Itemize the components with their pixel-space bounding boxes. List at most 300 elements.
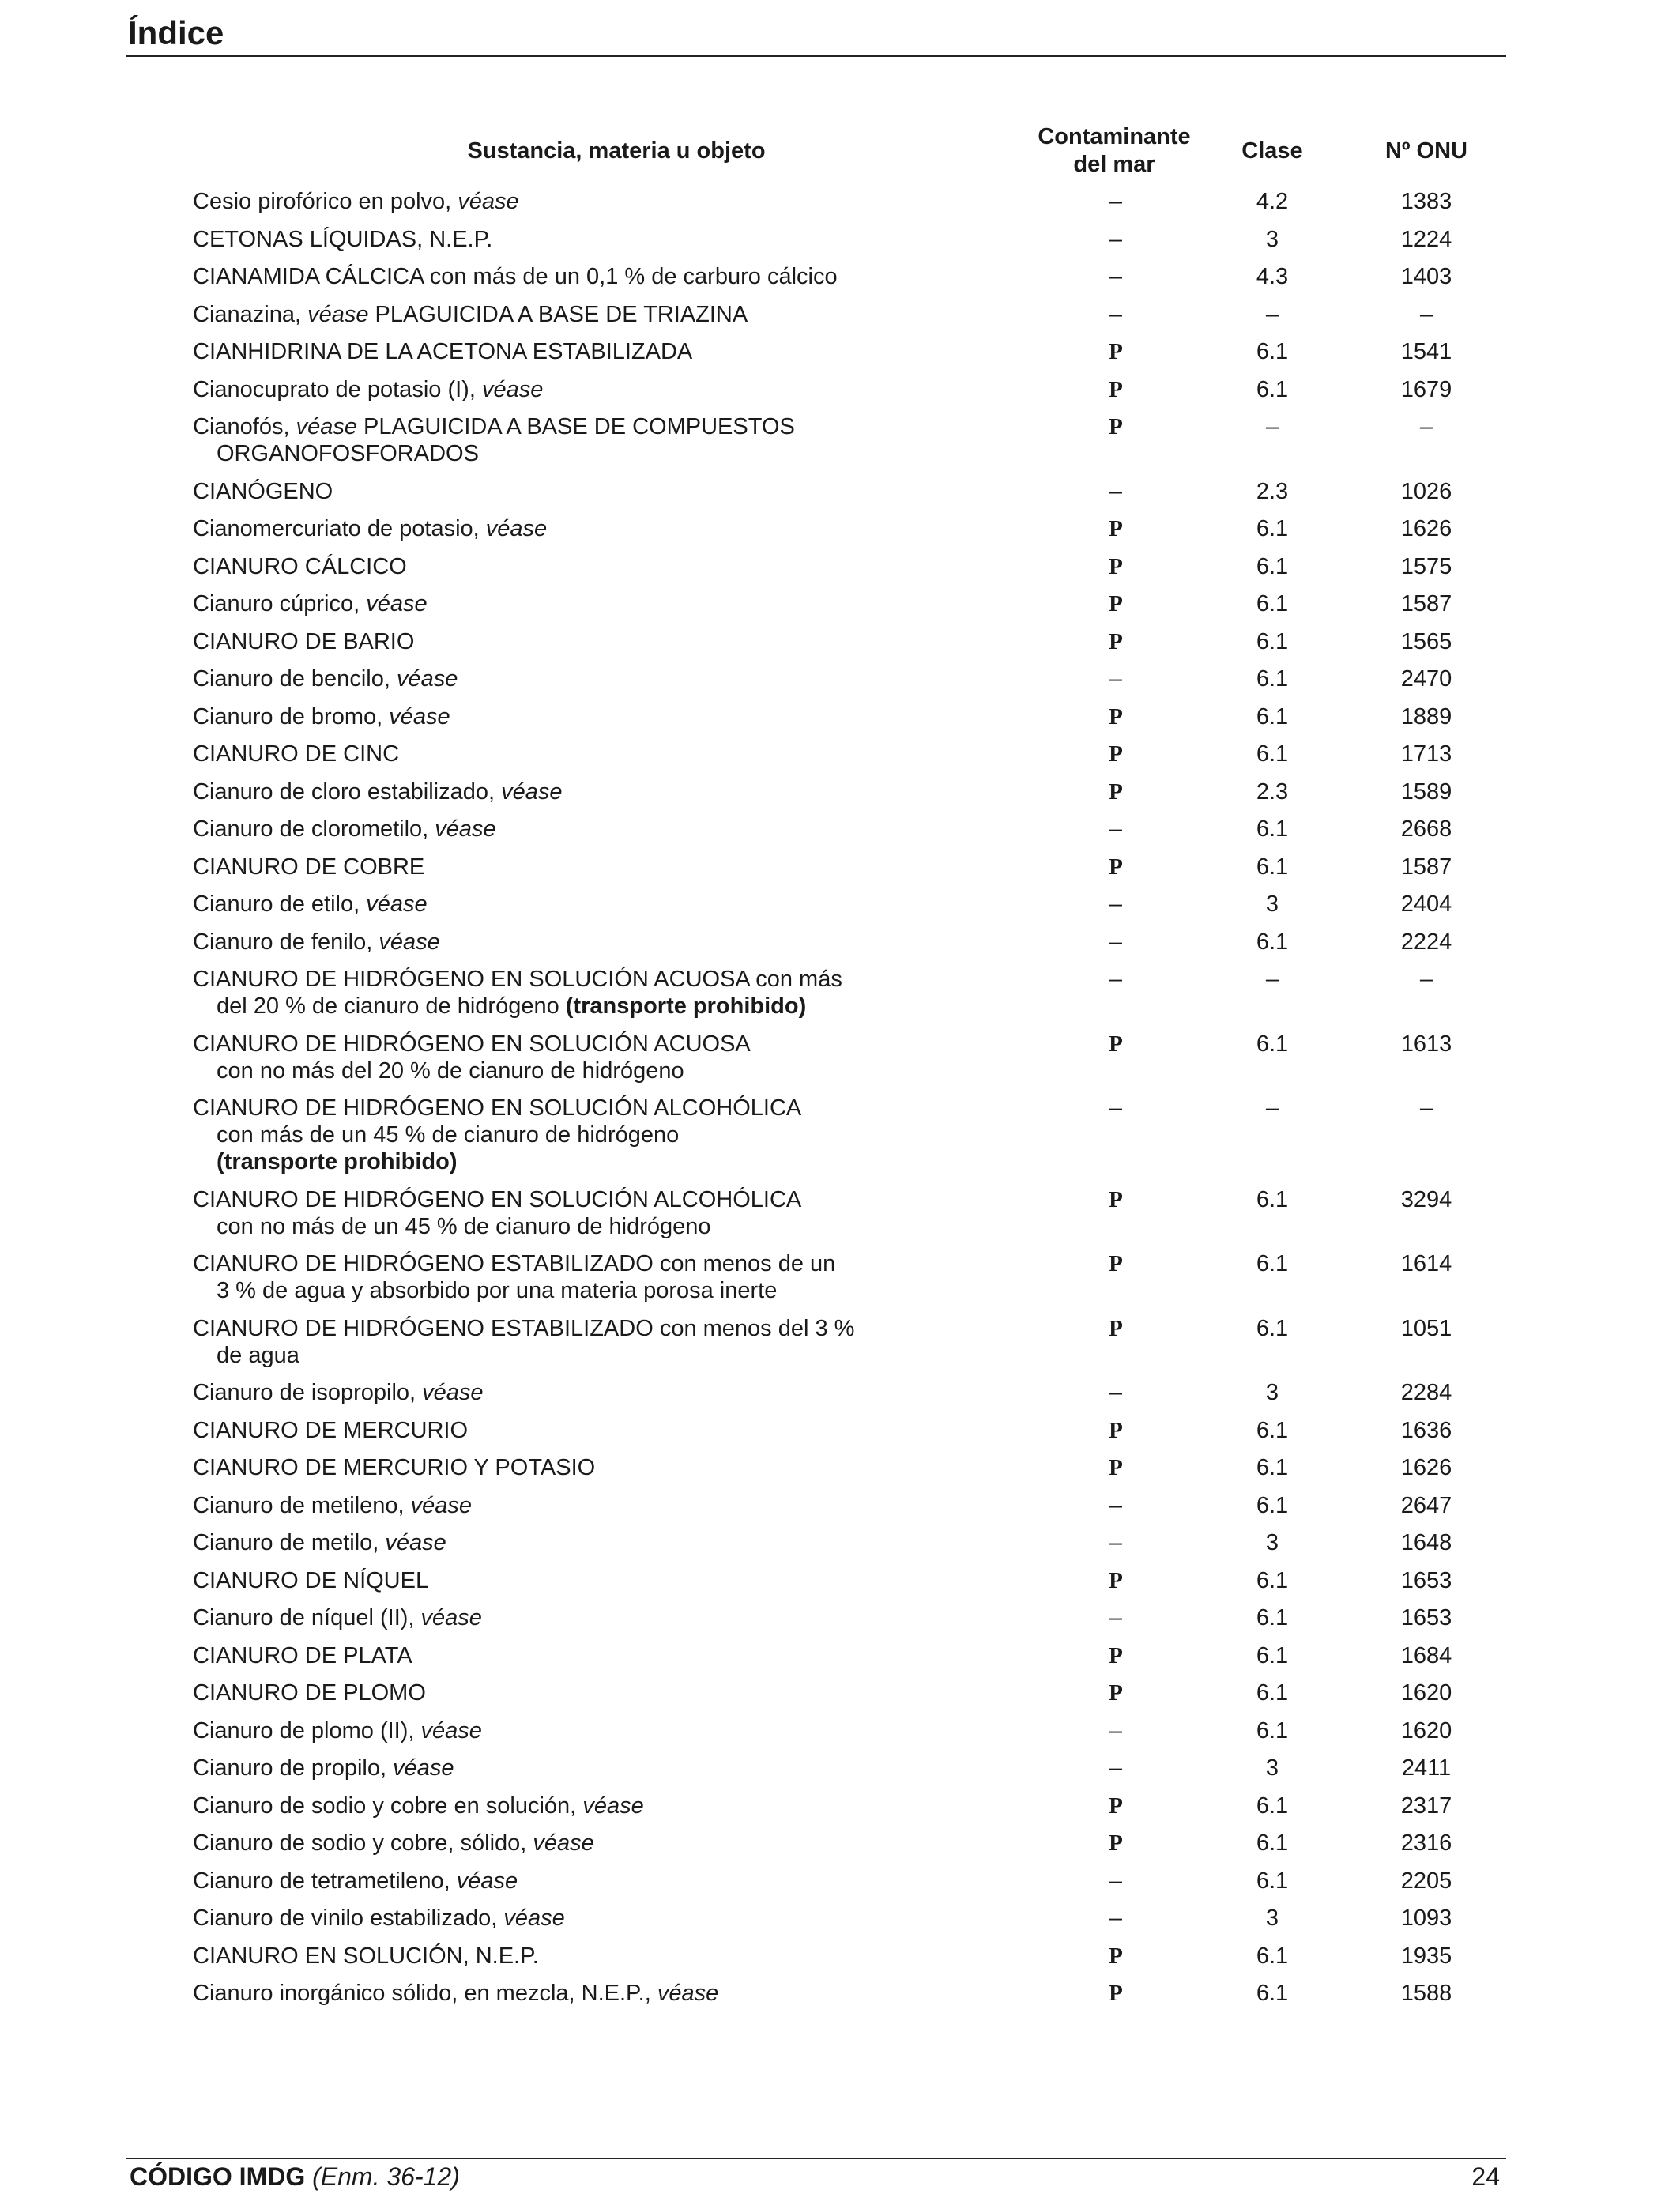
substance-name [193,1679,888,1706]
substance-name [193,665,888,692]
substance-name [193,1031,888,1084]
substance-name-segment: Cianuro de plomo (II), [193,1717,421,1744]
class-cell: 6.1 [1256,1793,1289,1819]
column-header-substance: Sustancia, materia u objeto [467,138,766,164]
marine-pollutant-cell: – [1109,189,1123,214]
table-row [0,1023,1680,1088]
marine-pollutant-cell: – [1109,301,1123,327]
marine-pollutant-cell: P [1109,741,1123,767]
marine-pollutant-cell: P [1109,553,1123,579]
marine-pollutant-cell: – [1109,1492,1123,1518]
un-number-cell: 1589 [1400,778,1452,805]
table-row [0,883,1680,921]
substance-name-segment: véase [481,376,544,402]
substance-name-segment: véase [657,1981,719,2006]
substance-name-segment: CIANURO DE HIDRÓGENO ESTABILIZADO con menos del 3 % [193,1315,855,1341]
substance-name-segment: CIANURO DE COBRE [193,854,425,880]
class-cell: 4.3 [1256,264,1289,289]
table-row [0,771,1680,809]
table-row [0,846,1680,884]
substance-name-line [193,553,888,580]
column-header-marine-line1: Contaminante [1038,124,1191,149]
substance-name-segment: véase [582,1793,644,1819]
substance-name [193,1830,888,1857]
substance-name-segment: Cianuro de clorometilo, [193,816,435,842]
un-number-cell: 1224 [1400,226,1452,252]
un-number-cell: – [1419,1095,1433,1121]
substance-name [193,376,888,403]
substance-name-segment: véase [503,1906,565,1931]
substance-name-segment: CIANURO DE HIDRÓGENO EN SOLUCIÓN ACUOSA [193,1031,751,1057]
table-row [0,1897,1680,1935]
substance-name-line [193,1868,888,1894]
class-cell: 6.1 [1256,666,1289,692]
marine-pollutant-cell: P [1109,1455,1123,1480]
substance-name-segment: véase [379,929,440,955]
substance-name [193,413,888,467]
class-cell: 6.1 [1256,741,1289,767]
table-row [0,1972,1680,2010]
class-cell: – [1265,1095,1279,1121]
substance-name [193,1315,888,1369]
marine-pollutant-cell: P [1109,516,1123,541]
substance-name-line [193,1031,888,1057]
substance-name [193,966,888,1020]
marine-pollutant-cell: – [1109,816,1123,842]
un-number-cell: 2668 [1400,816,1452,842]
page-title: Índice [128,14,224,51]
substance-name-segment: CIANURO DE NÍQUEL [193,1567,429,1593]
un-number-cell: 1648 [1400,1530,1452,1555]
un-number-cell: 1684 [1400,1642,1452,1668]
substance-name-segment: CIANURO EN SOLUCIÓN, N.E.P. [193,1943,539,1969]
substance-name [193,1604,888,1631]
substance-name-segment: véase [422,1380,484,1405]
substance-name-segment: CETONAS LÍQUIDAS, N.E.P. [193,226,493,252]
class-cell: 3 [1265,892,1279,917]
class-cell: 6.1 [1256,1186,1289,1212]
substance-name [193,301,888,328]
un-number-cell: 1026 [1400,478,1452,504]
substance-name [193,590,888,617]
substance-name-segment: Cianofós, [193,414,296,439]
class-cell: 6.1 [1256,1567,1289,1593]
table-row [0,255,1680,293]
substance-name-segment: CIANHIDRINA DE LA ACETONA ESTABILIZADA [193,339,693,364]
marine-pollutant-cell: P [1109,1943,1123,1969]
footer-code [130,2162,460,2192]
substance-name [193,188,888,215]
un-number-cell: – [1419,967,1433,992]
class-cell: 6.1 [1256,929,1289,955]
marine-pollutant-cell: – [1109,1717,1123,1744]
substance-name [193,1755,888,1781]
table-row [0,1087,1680,1178]
substance-name-line [193,515,888,542]
substance-name-segment: véase [458,189,519,214]
substance-name [193,1492,888,1519]
marine-pollutant-cell: – [1109,1095,1123,1121]
marine-pollutant-cell: P [1109,1567,1123,1593]
class-cell: 6.1 [1256,591,1289,616]
substance-name-segment: Cianuro de sodio y cobre en solución, [193,1793,583,1819]
substance-name-line [193,1250,888,1277]
un-number-cell: 1889 [1400,703,1452,729]
substance-name-segment: Cianuro de fenilo, [193,929,379,955]
class-cell: 3 [1265,1380,1279,1405]
substance-name-line [193,854,888,880]
substance-name-line [193,226,888,253]
marine-pollutant-cell: P [1109,854,1123,880]
marine-pollutant-cell: P [1109,1793,1123,1819]
class-cell: 6.1 [1256,339,1289,364]
class-cell: 6.1 [1256,1642,1289,1668]
substance-name-segment: de agua [217,1342,299,1368]
substance-name-segment: véase [420,1717,482,1744]
substance-name-segment: Cianuro cúprico, [193,591,367,616]
class-cell: 3 [1265,1906,1279,1931]
substance-name-segment: con no más de un 45 % de cianuro de hidrógeno [217,1213,711,1239]
class-cell: – [1265,414,1279,439]
class-cell: 6.1 [1256,1492,1289,1518]
substance-name-segment: Cianuro de bromo, [193,703,390,729]
substance-name-line [193,628,888,655]
substance-name-line [193,891,888,918]
table-row [0,405,1680,470]
substance-name [193,1186,888,1240]
substance-name-segment: CIANURO DE BARIO [193,628,415,654]
substance-name-line [193,1755,888,1781]
table-row [0,218,1680,256]
substance-name-segment: ORGANOFOSFORADOS [217,441,479,466]
substance-name-segment: Cianuro de cloro estabilizado, [193,778,502,805]
substance-name-segment: CIANURO DE HIDRÓGENO ESTABILIZADO con menos de un [193,1251,836,1276]
substance-name-line [193,440,888,467]
substance-name-line [193,1567,888,1594]
class-cell: 6.1 [1256,1315,1289,1341]
class-cell: 6.1 [1256,376,1289,402]
class-cell: 6.1 [1256,1830,1289,1856]
un-number-cell: 1588 [1400,1981,1452,2006]
un-number-cell: 2205 [1400,1868,1452,1894]
marine-pollutant-cell: – [1109,478,1123,504]
class-cell: 6.1 [1256,1605,1289,1630]
table-row [0,293,1680,331]
substance-name-segment: véase [393,1755,454,1781]
substance-name [193,703,888,730]
substance-name-line [193,1148,888,1175]
table-row [0,1409,1680,1447]
footer-code-name: CÓDIGO IMDG [130,2162,306,2191]
substance-name-segment: (transporte prohibido) [565,993,807,1019]
substance-name-line [193,263,888,290]
substance-name-line [193,338,888,365]
table-row [0,1521,1680,1559]
substance-name-segment: CIANURO DE MERCURIO Y POTASIO [193,1455,596,1480]
substance-name-segment: Cianuro de vinilo estabilizado, [193,1906,504,1931]
substance-name-line [193,741,888,767]
substance-name-line [193,1277,888,1304]
substance-name-segment: CIANURO DE PLATA [193,1642,412,1668]
un-number-cell: 1620 [1400,1680,1452,1706]
substance-name [193,854,888,880]
substance-name-segment: Cianocuprato de potasio (I), [193,376,482,402]
substance-name-segment: véase [435,816,496,842]
table-row [0,1634,1680,1672]
class-cell: 6.1 [1256,553,1289,579]
table-row [0,1371,1680,1409]
un-number-cell: 1626 [1400,516,1452,541]
substance-name-line [193,301,888,328]
substance-name [193,553,888,580]
substance-name-segment: véase [296,414,357,439]
substance-name-segment: Cesio pirofórico en polvo, [193,189,458,214]
un-number-cell: 2284 [1400,1380,1452,1405]
table-row [0,1178,1680,1243]
table-row [0,921,1680,959]
un-number-cell: 2224 [1400,929,1452,955]
table-row [0,620,1680,658]
substance-name-segment: véase [420,1605,482,1630]
table-row [0,733,1680,771]
class-cell: 3 [1265,1530,1279,1555]
table-row [0,1307,1680,1372]
substance-name-segment: Cianomercuriato de potasio, [193,516,486,541]
marine-pollutant-cell: P [1109,1642,1123,1668]
substance-name-line [193,1943,888,1970]
marine-pollutant-cell: P [1109,591,1123,616]
substance-name-line [193,1342,888,1369]
substance-name-segment: Cianuro de etilo, [193,892,367,917]
class-cell: 6.1 [1256,1417,1289,1443]
table-row [0,180,1680,218]
class-cell: 2.3 [1256,478,1289,504]
substance-name-segment: CIANURO DE MERCURIO [193,1417,469,1443]
table-row [0,1935,1680,1973]
marine-pollutant-cell: P [1109,1251,1123,1276]
table-row [0,1710,1680,1747]
column-header-marine-line2: del mar [1073,152,1155,177]
class-cell: 6.1 [1256,1680,1289,1706]
marine-pollutant-cell: – [1109,967,1123,992]
un-number-cell: 2317 [1400,1793,1452,1819]
un-number-cell: 1636 [1400,1417,1452,1443]
class-cell: 4.2 [1256,189,1289,214]
substance-name-segment: véase [385,1530,446,1555]
table-row [0,696,1680,733]
marine-pollutant-cell: P [1109,1315,1123,1341]
marine-pollutant-cell: – [1109,1530,1123,1555]
un-number-cell: 1935 [1400,1943,1452,1969]
substance-name-segment: Cianuro de níquel (II), [193,1605,421,1630]
class-cell: – [1265,967,1279,992]
substance-name [193,628,888,655]
column-header-class: Clase [1241,138,1303,164]
table-row [0,1559,1680,1597]
substance-name-line [193,1095,888,1122]
table-row [0,958,1680,1023]
un-number-cell: 2470 [1400,666,1452,692]
un-number-cell: 1093 [1400,1906,1452,1931]
marine-pollutant-cell: P [1109,376,1123,402]
substance-name-segment: Cianuro de bencilo, [193,666,397,692]
un-number-cell: 1587 [1400,854,1452,880]
substance-name-line [193,703,888,730]
substance-name [193,338,888,365]
substance-name-segment: CIANURO DE CINC [193,741,400,767]
un-number-cell: 1587 [1400,591,1452,616]
table-row [0,1785,1680,1823]
substance-name-line [193,966,888,993]
substance-name-line [193,778,888,805]
substance-name-segment: Cianuro de sodio y cobre, sólido, [193,1830,533,1856]
substance-name-line [193,1379,888,1406]
substance-name-segment: véase [501,778,563,805]
marine-pollutant-cell: P [1109,1031,1123,1057]
substance-name-segment: CIANURO CÁLCICO [193,553,407,579]
substance-name-segment: PLAGUICIDA A BASE DE COMPUESTOS [356,414,795,439]
marine-pollutant-cell: P [1109,1417,1123,1443]
substance-name-line [193,1213,888,1240]
substance-name-segment: véase [533,1830,594,1856]
table-row [0,658,1680,696]
class-cell: 6.1 [1256,1868,1289,1894]
substance-name-segment: con no más del 20 % de cianuro de hidrógeno [217,1057,684,1084]
marine-pollutant-cell: – [1109,666,1123,692]
footer-amendment: (Enm. 36-12) [312,2162,460,2191]
marine-pollutant-cell: – [1109,892,1123,917]
class-cell: – [1265,301,1279,327]
marine-pollutant-cell: – [1109,264,1123,289]
substance-name-segment: Cianuro de metileno, [193,1492,411,1518]
substance-name [193,1980,888,2007]
substance-name [193,478,888,505]
substance-name [193,741,888,767]
table-row [0,1822,1680,1860]
un-number-cell: 1565 [1400,628,1452,654]
marine-pollutant-cell: – [1109,226,1123,252]
marine-pollutant-cell: – [1109,929,1123,955]
un-number-cell: 1614 [1400,1251,1452,1276]
substance-name-line [193,1417,888,1444]
marine-pollutant-cell: – [1109,1380,1123,1405]
substance-name [193,1454,888,1481]
substance-name-line [193,1454,888,1481]
substance-name [193,778,888,805]
substance-name-segment: véase [366,892,428,917]
un-number-cell: 1713 [1400,741,1452,767]
marine-pollutant-cell: P [1109,1981,1123,2006]
un-number-cell: 1626 [1400,1455,1452,1480]
un-number-cell: 2404 [1400,892,1452,917]
substance-name [193,929,888,956]
class-cell: 6.1 [1256,1981,1289,2006]
un-number-cell: – [1419,301,1433,327]
table-row [0,1860,1680,1898]
substance-name-line [193,1980,888,2007]
table-row [0,1747,1680,1785]
substance-name-segment: CIANURO DE HIDRÓGENO EN SOLUCIÓN ACUOSA con más [193,967,842,992]
substance-name [193,263,888,290]
substance-name [193,1529,888,1556]
substance-name [193,1793,888,1819]
substance-name-segment: véase [366,591,428,616]
class-cell: 6.1 [1256,703,1289,729]
substance-name-line [193,1529,888,1556]
substance-name-segment: Cianazina, [193,301,308,327]
un-number-cell: 2316 [1400,1830,1452,1856]
marine-pollutant-cell: P [1109,1830,1123,1856]
substance-name-line [193,478,888,505]
table-row [0,368,1680,406]
table-row [0,1596,1680,1634]
un-number-cell: 1653 [1400,1605,1452,1630]
substance-name-line [193,590,888,617]
marine-pollutant-cell: – [1109,1906,1123,1931]
substance-name [193,1417,888,1444]
marine-pollutant-cell: – [1109,1605,1123,1630]
substance-name [193,816,888,843]
table-row [0,1484,1680,1522]
un-number-cell: 1383 [1400,189,1452,214]
substance-name-segment: CIANURO DE HIDRÓGENO EN SOLUCIÓN ALCOHÓLICA [193,1186,802,1212]
substance-name-line [193,1315,888,1342]
substance-name [193,1943,888,1970]
marine-pollutant-cell: P [1109,339,1123,364]
class-cell: 6.1 [1256,516,1289,541]
substance-name-line [193,1793,888,1819]
un-number-cell: 1403 [1400,264,1452,289]
marine-pollutant-cell: P [1109,778,1123,805]
class-cell: 2.3 [1256,778,1289,805]
substance-name-segment: véase [307,301,369,327]
substance-name [193,1642,888,1669]
substance-name-line [193,1830,888,1857]
substance-name-line [193,376,888,403]
substance-name-line [193,1642,888,1669]
page-number: 24 [1471,2162,1500,2191]
substance-name [193,1250,888,1304]
substance-name-line [193,665,888,692]
table-row [0,808,1680,846]
substance-name [193,1868,888,1894]
marine-pollutant-cell: – [1109,1868,1123,1894]
substance-name-segment: con más de un 45 % de cianuro de hidrógeno [217,1122,680,1148]
substance-name [193,515,888,542]
un-number-cell: 2411 [1401,1755,1452,1781]
substance-name-line [193,1604,888,1631]
un-number-cell: 3294 [1400,1186,1452,1212]
substance-name-segment: véase [485,516,548,541]
marine-pollutant-cell: – [1109,1755,1123,1781]
footer-rule [126,2158,1506,2159]
substance-name-segment: véase [389,703,450,729]
un-number-cell: 1541 [1400,339,1452,364]
substance-name-segment: CIANAMIDA CÁLCICA con más de un 0,1 % de carburo cálcico [193,264,838,289]
substance-name [193,1567,888,1594]
substance-name-segment: CIANURO DE HIDRÓGENO EN SOLUCIÓN ALCOHÓLICA [193,1095,802,1121]
substance-name-segment: véase [456,1868,518,1894]
substance-name-line [193,929,888,956]
substance-name-line [193,1905,888,1932]
class-cell: 6.1 [1256,816,1289,842]
table-row [0,1446,1680,1484]
substance-name-segment: Cianuro de isopropilo, [193,1380,423,1405]
class-cell: 6.1 [1256,628,1289,654]
substance-name [193,891,888,918]
substance-name-segment: CIANURO DE PLOMO [193,1680,426,1706]
table-row [0,1672,1680,1710]
